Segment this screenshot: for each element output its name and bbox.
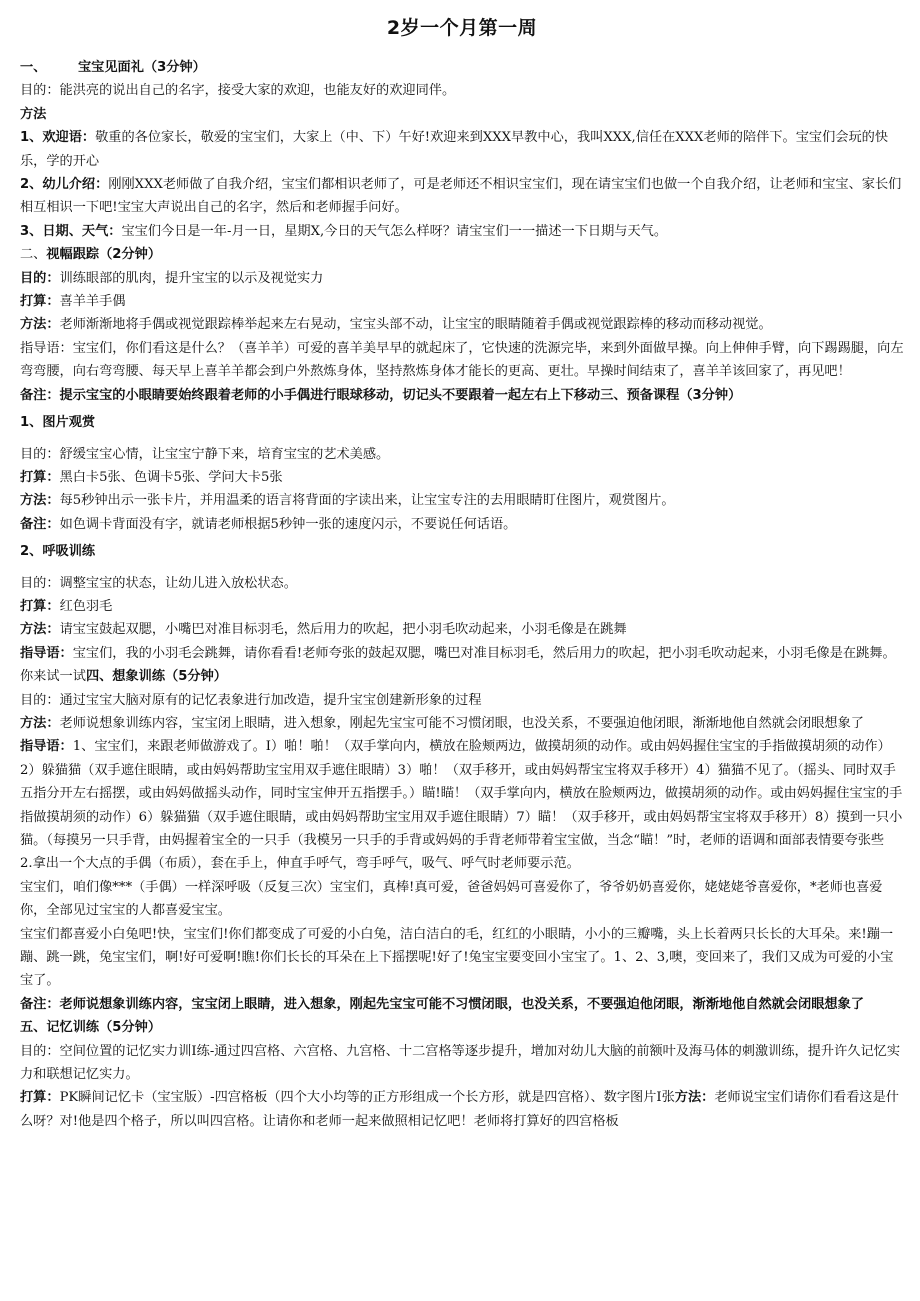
intro-label: 2、幼儿介绍： [20,177,109,193]
section-1-number: 一、 [20,60,47,75]
section-1-method-label: 方法 [20,106,47,122]
section-3-sub2-tool [20,595,904,618]
section-3-sub2-guide [20,642,904,689]
section-1-title: 宝宝见面礼（3分钟） [78,60,206,75]
section-2-tool-label: 打算： [20,294,60,310]
section-3-sub1-method [20,489,904,512]
section-4-p2: 2.拿出一个大点的手偶（布质），套在手上，伸直手呼气，弯手呼气，吸气、呼气时老师要示范。 [20,856,580,872]
sub1-tool-label: 打算： [20,469,60,485]
welcome-text: 敬重的各位家长，敬爱的宝宝们，大家上（中、下）午好!欢迎来到XXX早教中心，我叫XXX,信任在XXX老师的陪伴下。宝宝们会玩的快乐，学的开心 [20,130,889,169]
section-5-method-label: 方法： [674,1090,715,1106]
section-2-method-label: 方法： [20,317,60,333]
date-weather-text: 宝宝们今日是一年-月一日，星期X,今日的天气怎么样呀？请宝宝们一一描述一下日期与天气。 [121,223,668,239]
section-1-date-weather [20,220,904,243]
section-4-p3: 宝宝们，咱们像***（手偶）一样深呼吸（反复三次）宝宝们，真棒!真可爱，爸爸妈妈可喜爱你了，爷爷奶奶喜爱你，姥姥姥爷喜爱你，*老师也喜爱你，全部见过宝宝的人都喜爱宝宝。 [20,879,883,919]
section-2-method-text: 老师渐渐地将手偶或视觉跟踪棒举起来左右晃动，宝宝头部不动，让宝宝的眼睛随着手偶或视觉跟踪棒的移动而移动视觉。 [59,317,772,333]
section-4-guide [20,735,904,852]
section-1-welcome [20,126,904,173]
section-3-sub2-heading: 2、呼吸训练 [20,544,96,560]
section-2-prefix: 二、 [20,247,47,263]
section-2-title: 视幅跟踪（2分钟） [46,247,162,263]
section-5-purpose: 目的：空间位置的记忆实力训I练-通过四宫格、六宫格、九宫格、十二宫格等逐步提升，增加对幼儿大脑的前额叶及海马体的刺激训练，提升许久记忆实力和联想记忆实力。 [20,1043,901,1083]
section-5-method-text: 老师说宝宝们请你们看看这是什么呀？对!他是四个格子，所以叫四宫格。让请你和老师一起来做照相记忆吧！老师将打算好的四宫格板 [20,1090,899,1129]
section-2-tool [20,290,904,313]
section-4-method-text: 老师说想象训练内容，宝宝闭上眼睛，进入想象，刚起先宝宝可能不习惯闭眼，也没关系，不要强迫他闭眼，渐渐地他自然就会闭眼想象了 [59,715,864,731]
section-2-note: 备注：提示宝宝的小眼睛要始终跟着老师的小手偶进行眼球移动，切记头不要跟着一起左右上下移动三、预备课程（3分钟） [20,387,742,403]
section-3-sub1-note [20,513,904,536]
section-2-method [20,313,904,336]
section-3-sub2-method [20,618,904,641]
section-2-tool-text: 喜羊羊手偶 [59,294,126,310]
section-2-heading [20,243,904,266]
section-3-sub1-heading: 1、图片观赏 [20,415,96,431]
section-3-sub1-tool [20,466,904,489]
section-1-purpose: 目的：能洪亮的说出自己的名字，接受大家的欢迎，也能友好的欢迎同伴。 [20,83,456,99]
section-4-purpose: 目的：通过宝宝大脑对原有的记忆表象进行加改造，提升宝宝创建新形象的过程 [20,692,482,708]
section-4-guide-label: 指导语： [20,739,73,755]
document-title: 2岁一个月第一周 [386,17,538,39]
section-2-purpose-label: 目的： [20,270,60,286]
section-1-intro [20,173,904,220]
sub1-tool-text: 黑白卡5张、色调卡5张、学问大卡5张 [59,469,283,485]
section-3-sub2-purpose: 目的：调整宝宝的状态，让幼儿进入放松状态。 [20,575,297,591]
section-4-note: 备注：老师说想象训练内容，宝宝闭上眼睛，进入想象，刚起先宝宝可能不习惯闭眼，也没关系，不要强迫他闭眼，渐渐地他自然就会闭眼想象了 [20,996,864,1012]
sub2-method-label: 方法： [20,622,60,638]
section-3-sub1-purpose: 目的：舒缓宝宝心情，让宝宝宁静下来，培育宝宝的艺术美感。 [20,446,390,462]
sub1-note-text: 如色调卡背面没有字，就请老师根据5秒钟一张的速度闪示，不要说任何话语。 [59,516,517,532]
section-1-heading [20,56,904,79]
intro-text: 刚刚XXX老师做了自我介绍，宝宝们都相识老师了，可是老师还不相识宝宝们，现在请宝宝们也做一个自我介绍，让老师和宝宝、家长们相互相识一下吧!宝宝大声说出自己的名字，然后和老师握手问好。 [20,177,902,216]
date-weather-label: 3、日期、天气： [20,223,122,239]
section-5-tool-method [20,1086,904,1133]
welcome-label: 1、欢迎语： [20,130,96,146]
section-5-tool-label: 打算： [20,1090,60,1106]
sub1-note-label: 备注： [20,516,60,532]
sub1-method-text: 每5秒钟出示一张卡片，并用温柔的语言将背面的字读出来，让宝宝专注的去用眼睛盯住图片，观赏图片。 [59,493,675,509]
section-4-method [20,712,904,735]
section-5-heading: 五、记忆训练（5分钟） [20,1020,162,1036]
section-2-purpose [20,267,904,290]
sub2-guide-text: 宝宝们，我的小羽毛会跳舞，请你看看!老师夸张的鼓起双腮，嘴巴对准目标羽毛，然后用力的吹起，把小羽毛吹动起来，小羽毛像是在跳舞。你来试一试 [20,645,896,685]
section-2-purpose-text: 训练眼部的肌肉，提升宝宝的以示及视觉实力 [59,270,324,286]
sub1-method-label: 方法： [20,493,60,509]
section-4-heading: 四、想象训练（5分钟） [85,669,227,685]
section-5-tool-text: PK瞬间记忆卡（宝宝版）-四宫格板（四个大小均等的正方形组成一个长方形，就是四宫格）、数字图片I张 [59,1090,675,1106]
section-4-p4: 宝宝们都喜爱小白兔吧!快，宝宝们!你们都变成了可爱的小白兔，洁白洁白的毛，红红的小眼睛，小小的三瓣嘴，头上长着两只长长的大耳朵。来!蹦一蹦、跳一跳，兔宝宝们，啊!好可爱啊!瞧!你们长长的耳朵在上下摇摆呢!好了!兔宝宝要变回小宝宝了。1、2、3,噢，变回来了，我们又成为可爱的小宝宝了。 [20,926,894,989]
sub2-guide-label: 指导语： [20,645,73,661]
section-4-method-label: 方法： [20,715,60,731]
section-2-guide: 指导语：宝宝们，你们看这是什么？（喜羊羊）可爱的喜羊美早早的就起床了，它快速的洗源完毕，来到外面做早操。向上伸伸手臂，向下踢踢腿，向左弯弯腰，向右弯弯腰、每天早上喜羊羊都会到户外熬炼身体，坚持熬炼身体才能长的更高、更壮。早操时间结束了，喜羊羊该回家了，再见吧！ [20,340,904,380]
sub2-method-text: 请宝宝鼓起双腮，小嘴巴对准目标羽毛，然后用力的吹起，把小羽毛吹动起来，小羽毛像是在跳舞 [59,622,627,638]
sub2-tool-text: 红色羽毛 [59,598,113,614]
section-4-guide-text: 1、宝宝们，来跟老师做游戏了。I）啪！啪！（双手掌向内，横放在脸颊两边，做摸胡须的动作。或由妈妈握住宝宝的手指做摸胡须的动作）2）躲猫猫（双手遮住眼睛，或由妈妈帮助宝宝用双手遮住眼睛）3）啪！（双手移开，或由妈妈帮宝宝将双手移开）4）猫猫不见了。（摇头、同时双手五指分开左右摇摆，或由妈妈做摇头动作，同时宝宝伸开五指摆手。）瞄!瞄！（双手掌向内，横放在脸颊两边，做摸胡须的动作。或由妈妈握住宝宝的手指做摸胡须的动作）6）躲猫猫（双手遮住眼睛，或由妈妈帮助宝宝用双手遮住眼睛）7）瞄！（双手移开，或由妈妈帮宝宝将双手移开）8）摸到一只小猫。（每摸另一只手背，由妈握着宝全的一只手（我模另一只手的手背或妈妈的手背老师带着宝宝做，当念“瞄！”时，老师的语调和面部表情要夸张些 [20,739,903,848]
sub2-tool-label: 打算： [20,598,60,614]
